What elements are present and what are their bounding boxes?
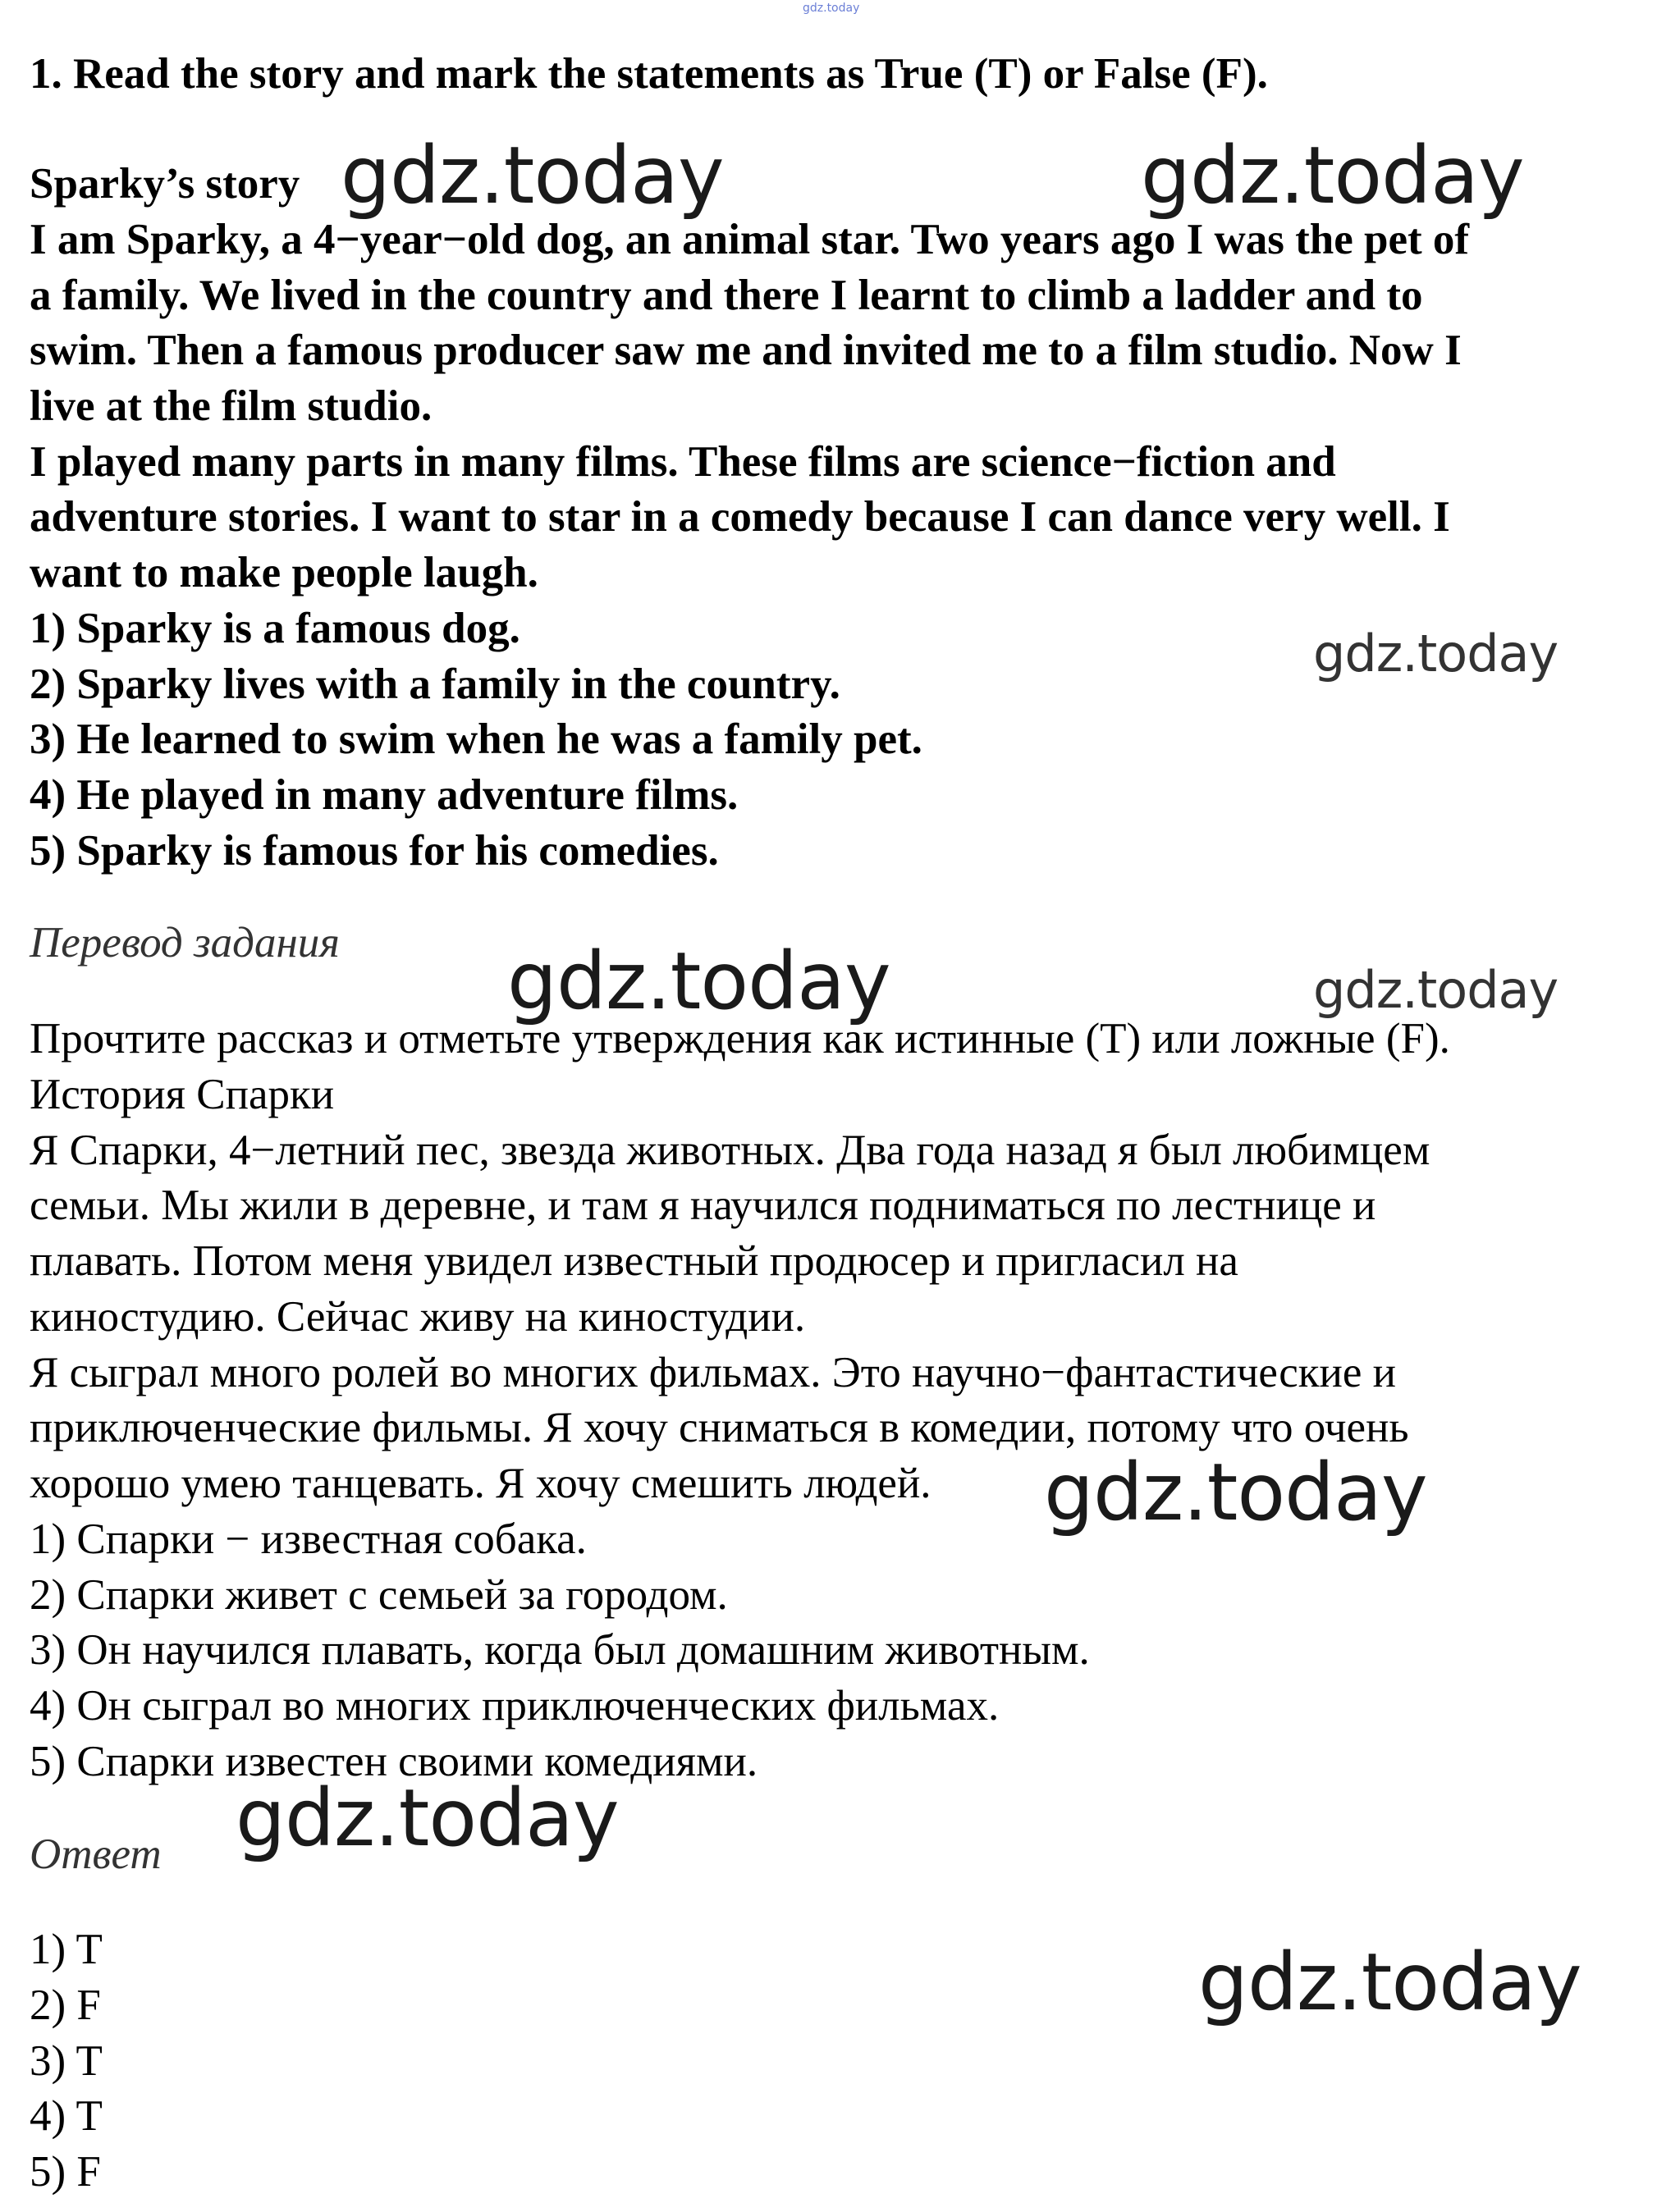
translation-statement: 3) Он научился плавать, когда был домашним животным. — [30, 1626, 1090, 1674]
story-title: Sparky’s story — [30, 160, 300, 208]
translation-line: Я Спарки, 4−летний пес, звезда животных. Два года назад я был любимцем — [30, 1127, 1430, 1174]
answer-item: 3) T — [30, 2037, 103, 2085]
watermark: gdz.today — [1141, 130, 1524, 222]
translation-line: семьи. Мы жили в деревне, и там я научился подниматься по лестнице и — [30, 1181, 1376, 1229]
translation-line: плавать. Потом меня увидел известный продюсер и пригласил на — [30, 1237, 1238, 1285]
translation-statement: 2) Спарки живет с семьей за городом. — [30, 1571, 728, 1619]
translation-line: Прочтите рассказ и отметьте утверждения как истинные (T) или ложные (F). — [30, 1015, 1450, 1063]
translation-line: киностудию. Сейчас живу на киностудии. — [30, 1293, 806, 1341]
watermark: gdz.today — [341, 130, 724, 222]
answer-item: 1) T — [30, 1926, 103, 1973]
watermark: gdz.today — [507, 935, 890, 1027]
statement-item: 2) Sparky lives with a family in the country. — [30, 660, 840, 708]
statement-item: 5) Sparky is famous for his comedies. — [30, 827, 719, 875]
watermark: gdz.today — [1313, 960, 1559, 1020]
translation-line: История Спарки — [30, 1071, 335, 1118]
answer-item: 5) F — [30, 2148, 101, 2196]
story-line: swim. Then a famous producer saw me and invited me to a film studio. Now I — [30, 327, 1462, 374]
watermark: gdz.today — [1313, 624, 1559, 683]
translation-line: приключенческие фильмы. Я хочу сниматься в комедии, потому что очень — [30, 1404, 1409, 1451]
statement-item: 4) He played in many adventure films. — [30, 771, 739, 819]
answer-item: 2) F — [30, 1981, 101, 2029]
translation-line: хорошо умею танцевать. Я хочу смешить людей. — [30, 1460, 931, 1507]
story-line: adventure stories. I want to star in a comedy because I can dance very well. I — [30, 493, 1450, 541]
translation-line: Я сыграл много ролей во многих фильмах. Это научно−фантастические и — [30, 1349, 1396, 1396]
answer-heading: Ответ — [30, 1830, 162, 1878]
translation-statement: 5) Спарки известен своими комедиями. — [30, 1738, 758, 1785]
statement-item: 1) Sparky is a famous dog. — [30, 605, 520, 652]
watermark: gdz.today — [236, 1772, 619, 1864]
story-line: want to make people laugh. — [30, 549, 538, 596]
watermark: gdz.today — [1198, 1936, 1581, 2028]
header-watermark: gdz.today — [803, 2, 860, 15]
translation-heading: Перевод задания — [30, 919, 340, 967]
translation-statement: 1) Спарки − известная собака. — [30, 1515, 587, 1563]
watermark: gdz.today — [1044, 1446, 1427, 1538]
statement-item: 3) He learned to swim when he was a family pet. — [30, 715, 922, 763]
answer-item: 4) T — [30, 2092, 103, 2140]
story-line: a family. We lived in the country and there I learnt to climb a ladder and to — [30, 272, 1423, 319]
task-title: 1. Read the story and mark the statements as True (T) or False (F). — [30, 50, 1268, 98]
translation-statement: 4) Он сыграл во многих приключенческих фильмах. — [30, 1682, 1000, 1730]
story-line: live at the film studio. — [30, 382, 433, 430]
story-line: I am Sparky, a 4−year−old dog, an animal star. Two years ago I was the pet of — [30, 216, 1470, 263]
story-line: I played many parts in many films. These films are science−fiction and — [30, 438, 1336, 486]
